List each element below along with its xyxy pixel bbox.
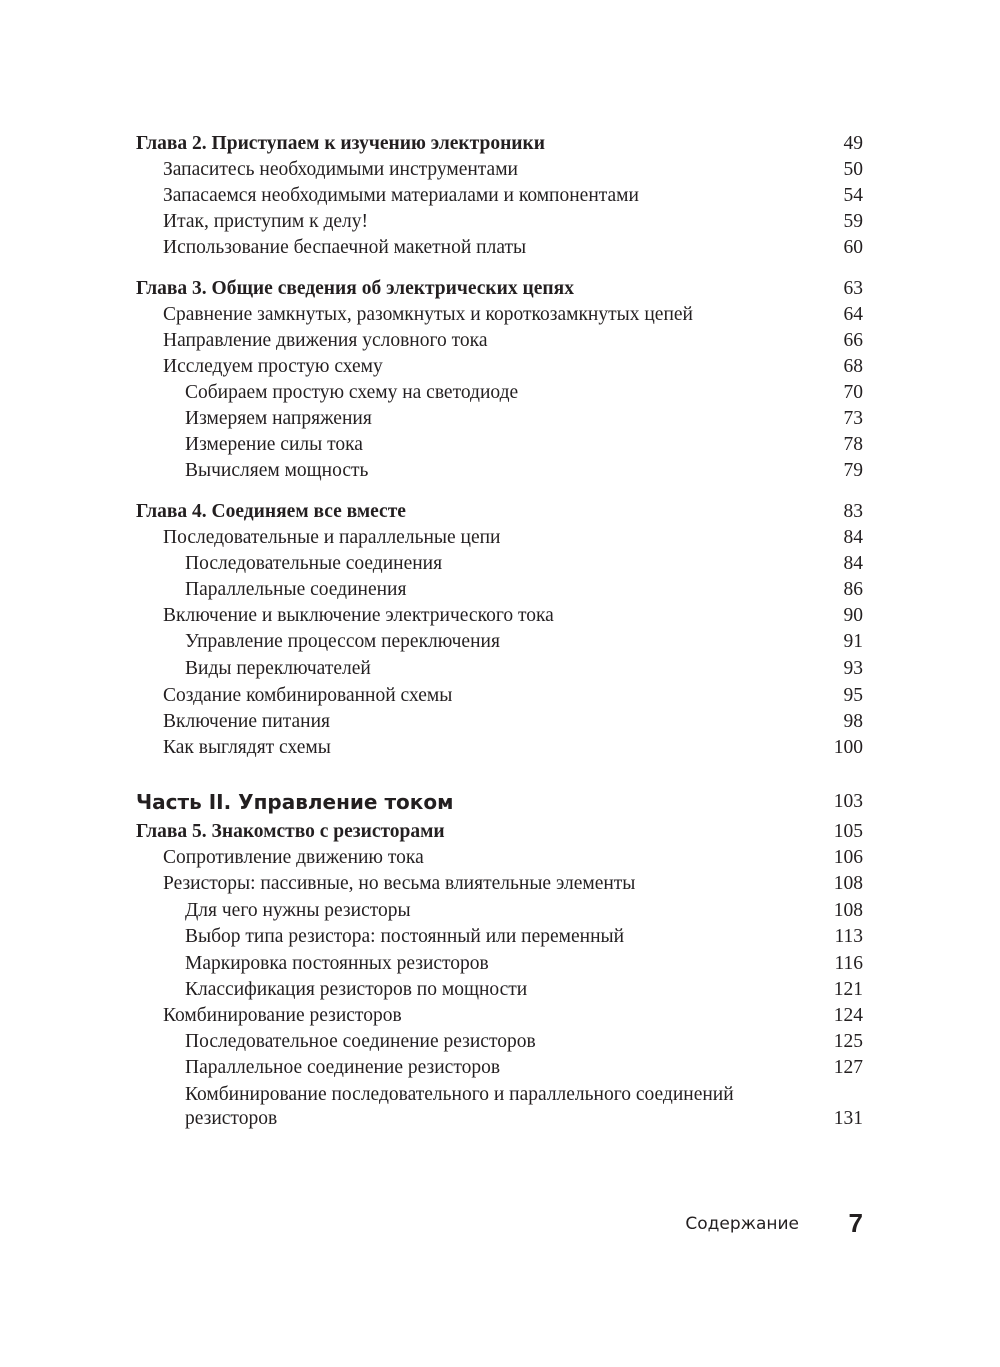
toc-entry-title: Резисторы: пассивные, но весьма влиятельные элементы [163,873,636,894]
toc-chapter-2[interactable] [0,132,1000,156]
toc-entry-title: Управление процессом переключения [185,631,500,652]
toc-entry-page: 84 [843,527,863,548]
toc-subentry[interactable] [0,381,1000,405]
toc-subentry[interactable] [0,657,1000,681]
toc-entry-title: Сравнение замкнутых, разомкнутых и короткозамкнутых цепей [163,304,693,325]
toc-subentry[interactable] [0,978,1000,1002]
toc-entry[interactable] [0,1004,1000,1028]
toc-entry-page: 121 [833,979,863,1000]
toc-subentry[interactable] [0,1056,1000,1080]
toc-entry[interactable] [0,684,1000,708]
toc-entry-page: 106 [833,847,863,868]
toc-entry-title: Виды переключателей [185,658,371,679]
toc-entry-title: Включение и выключение электрического тока [163,605,554,626]
toc-entry-title: Параллельное соединение резисторов [185,1057,501,1078]
toc-entry-title: Собираем простую схему на светодиоде [185,382,519,403]
toc-subentry[interactable] [0,630,1000,654]
toc-entry-title: Выбор типа резистора: постоянный или переменный [185,926,625,947]
toc-entry-page: 90 [843,605,863,626]
toc-entry[interactable] [0,526,1000,550]
toc-entry[interactable] [0,872,1000,896]
toc-entry[interactable] [0,355,1000,379]
toc-entry[interactable] [0,303,1000,327]
toc-entry-page: 78 [843,434,863,455]
toc-subentry[interactable] [0,1030,1000,1054]
toc-entry-page: 73 [843,408,863,429]
toc-subentry[interactable] [0,952,1000,976]
toc-entry-page: 113 [834,926,863,947]
toc-entry[interactable] [0,710,1000,734]
toc-entry-page: 105 [833,821,863,842]
toc-subentry[interactable] [0,552,1000,576]
toc-entry-page: 79 [843,460,863,481]
toc-entry-page: 70 [843,382,863,403]
toc-subentry[interactable] [0,578,1000,602]
toc-chapter-4[interactable] [0,500,1000,524]
toc-entry-page: 108 [833,900,863,921]
toc-entry-page: 54 [843,185,863,206]
toc-entry[interactable] [0,736,1000,760]
toc-entry-title: Глава 3. Общие сведения об электрических цепях [136,278,574,299]
toc-chapter-5[interactable] [0,820,1000,844]
toc-entry-title: Использование беспаечной макетной платы [163,237,527,258]
toc-entry[interactable] [0,604,1000,628]
toc-entry-title: Исследуем простую схему [163,356,383,377]
toc-entry-title: Создание комбинированной схемы [163,685,453,706]
toc-entry-page: 50 [843,159,863,180]
toc-entry-title: Сопротивление движению тока [163,847,424,868]
toc-entry-page: 59 [843,211,863,232]
toc-entry-page: 127 [833,1057,863,1078]
toc-entry-title: Последовательные и параллельные цепи [163,527,501,548]
toc-entry-page: 68 [843,356,863,377]
toc-entry-title: Для чего нужны резисторы [185,900,411,921]
toc-subentry[interactable] [0,899,1000,923]
toc-subentry[interactable] [0,925,1000,949]
toc-entry-page: 64 [843,304,863,325]
toc-entry-page: 60 [843,237,863,258]
toc-chapter-3[interactable] [0,277,1000,301]
toc-entry-page: 95 [843,685,863,706]
toc-entry-title: Глава 5. Знакомство с резисторами [136,821,445,842]
toc-entry-title: Направление движения условного тока [163,330,488,351]
toc-entry-page: 91 [843,631,863,652]
toc-entry-title: Запаситесь необходимыми инструментами [163,159,518,180]
toc-part-2[interactable] [0,790,1000,814]
toc-subentry[interactable] [0,407,1000,431]
toc-entry-page: 49 [843,133,863,154]
toc-entry-title: Включение питания [163,711,331,732]
toc-entry-title: Измеряем напряжения [185,408,372,429]
toc-entry-title: Комбинирование резисторов [163,1005,402,1026]
toc-entry-page: 103 [833,791,863,812]
toc-entry[interactable] [0,210,1000,234]
toc-entry[interactable] [0,158,1000,182]
toc-entry-title: Глава 4. Соединяем все вместе [136,501,406,522]
toc-entry-page: 86 [843,579,863,600]
toc-entry-title: Классификация резисторов по мощности [185,979,528,1000]
toc-entry[interactable] [0,329,1000,353]
toc-entry-page: 66 [843,330,863,351]
toc-entry-page: 131 [833,1108,863,1129]
toc-entry[interactable] [0,846,1000,870]
toc-entry-page: 98 [843,711,863,732]
toc-entry-title: Маркировка постоянных резисторов [185,953,489,974]
toc-entry-title: Вычисляем мощность [185,460,369,481]
running-footer-title: Содержание [685,1214,799,1234]
toc-entry-title: Часть II. Управление током [136,790,454,814]
toc-entry-title: Как выглядят схемы [163,737,331,758]
toc-subentry[interactable] [0,1083,1000,1131]
toc-entry-title: Комбинирование последовательного и параллельного соединений резисторов [185,1084,734,1129]
toc-entry-title: Глава 2. Приступаем к изучению электроники [136,133,546,154]
toc-entry-title: Запасаемся необходимыми материалами и компонентами [163,185,639,206]
page-footer [0,1210,1000,1242]
toc-entry-page: 125 [833,1031,863,1052]
toc-entry[interactable] [0,184,1000,208]
toc-subentry[interactable] [0,433,1000,457]
toc-entry-page: 100 [833,737,863,758]
toc-entry-page: 93 [843,658,863,679]
toc-entry-title: Параллельные соединения [185,579,407,600]
toc-entry-page: 83 [843,501,863,522]
toc-entry-title: Последовательное соединение резисторов [185,1031,536,1052]
toc-entry-page: 108 [833,873,863,894]
page-number: 7 [848,1208,863,1238]
toc-entry-page: 63 [843,278,863,299]
toc-entry-title: Измерение силы тока [185,434,363,455]
toc-entry-title: Последовательные соединения [185,553,443,574]
toc-subentry[interactable] [0,459,1000,483]
toc-entry-page: 84 [843,553,863,574]
toc-entry-page: 124 [833,1005,863,1026]
toc-entry-page: 116 [834,953,863,974]
toc-entry-title: Итак, приступим к делу! [163,211,368,232]
toc-entry[interactable] [0,236,1000,260]
